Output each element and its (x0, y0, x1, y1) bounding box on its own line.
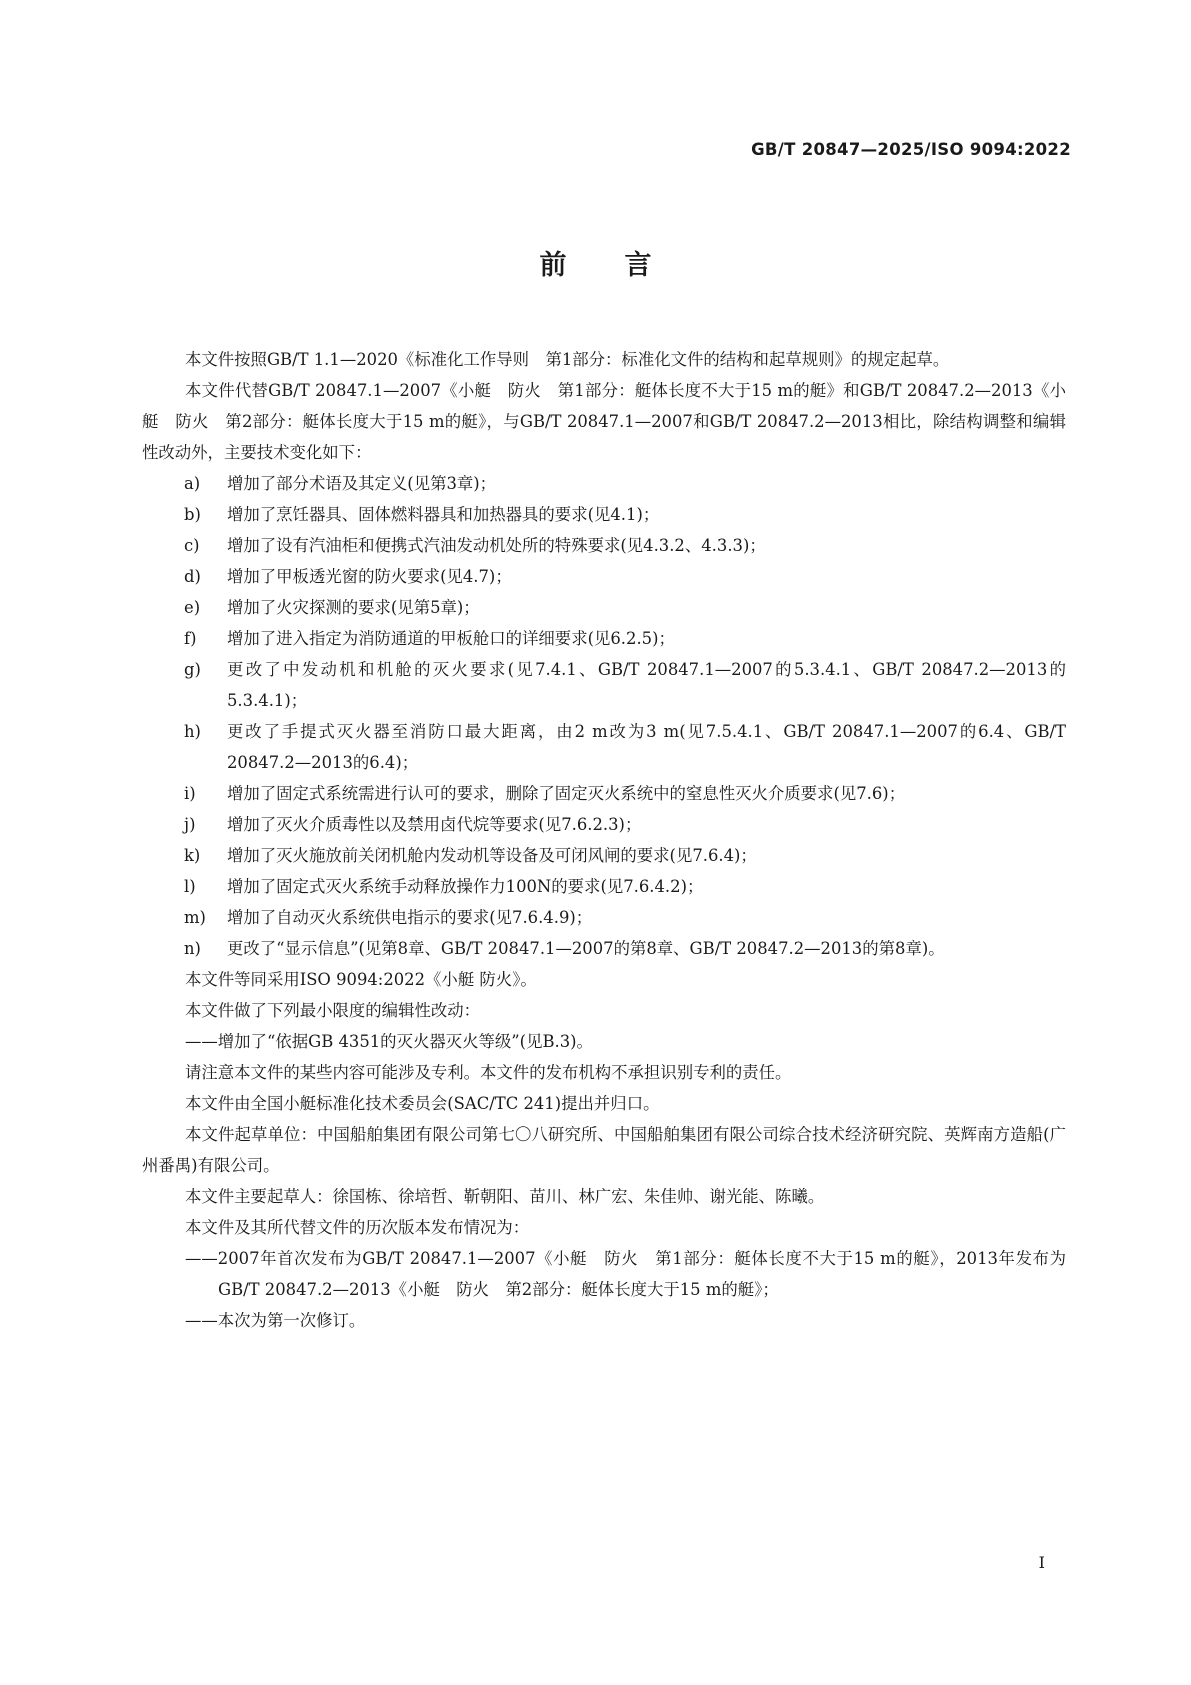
page-number: I (1038, 1553, 1045, 1572)
list-item-label: n) (184, 939, 201, 958)
page-title: 前言 (539, 250, 710, 281)
paragraph-patent-notice: 请注意本文件的某些内容可能涉及专利。本文件的发布机构不承担识别专利的责任。 (185, 1063, 792, 1082)
list-item (142, 530, 1066, 561)
dash-item-history-first: ——2007年首次发布为GB/T 20847.1—2007《小艇 防火 第1部分：艇体长度不大于15 m的艇》，2013年发布为GB/T 20847.2—2013《小艇 防火 第2部分：艇体长度大于15 m的艇》； (185, 1249, 1066, 1299)
list-item (142, 561, 1066, 592)
list-item-label: g) (184, 660, 201, 679)
list-item-label: f) (184, 629, 197, 648)
list-item-text: 更改了手提式灭火器至消防口最大距离，由2 m改为3 m(见7.5.4.1、GB/T 20847.1—2007的6.4、GB/T 20847.2—2013的6.4)； (227, 722, 1066, 772)
dash-item-history-revision: ——本次为第一次修订。 (185, 1311, 366, 1330)
list-item-text: 增加了烹饪器具、固体燃料器具和加热器具的要求(见4.1)； (227, 505, 660, 524)
list-item (142, 809, 1066, 840)
list-item-label: l) (184, 877, 196, 896)
list-item (142, 716, 1066, 778)
list-item-text: 更改了中发动机和机舱的灭火要求(见7.4.1、GB/T 20847.1—2007的5.3.4.1、GB/T 20847.2—2013的5.3.4.1)； (227, 660, 1066, 710)
paragraph-proposer: 本文件由全国小艇标准化技术委员会(SAC/TC 241)提出并归口。 (185, 1094, 660, 1113)
list-item-label: e) (184, 598, 201, 617)
list-item-label: j) (184, 815, 196, 834)
list-item-label: b) (184, 505, 201, 524)
list-item-text: 增加了设有汽油柜和便携式汽油发动机处所的特殊要求(见4.3.2、4.3.3)； (227, 536, 766, 555)
list-item (142, 871, 1066, 902)
list-item-label: a) (184, 474, 201, 493)
list-item-text: 增加了部分术语及其定义(见第3章)； (227, 474, 497, 493)
list-item-text: 增加了火灾探测的要求(见第5章)； (227, 598, 480, 617)
list-item-label: h) (184, 722, 201, 741)
paragraph-identical-adoption: 本文件等同采用ISO 9094:2022《小艇 防火》。 (185, 970, 537, 989)
paragraph-drafting-rules: 本文件按照GB/T 1.1—2020《标准化工作导则 第1部分：标准化文件的结构和起草规则》的规定起草。 (185, 350, 950, 369)
list-item-text: 增加了灭火介质毒性以及禁用卤代烷等要求(见7.6.2.3)； (227, 815, 642, 834)
list-item (142, 468, 1066, 499)
dash-item-editorial: ——增加了“依据GB 4351的灭火器灭火等级”(见B.3)。 (185, 1032, 593, 1051)
list-item-text: 增加了自动灭火系统供电指示的要求(见7.6.4.9)； (227, 908, 593, 927)
technical-changes-list (142, 468, 1066, 964)
document-number: GB/T 20847—2025/ISO 9094:2022 (751, 140, 1071, 159)
list-item (142, 623, 1066, 654)
list-item-label: i) (184, 784, 196, 803)
list-item-text: 增加了进入指定为消防通道的甲板舱口的详细要求(见6.2.5)； (227, 629, 675, 648)
list-item (142, 778, 1066, 809)
paragraph-history: 本文件及其所代替文件的历次版本发布情况为： (185, 1218, 530, 1237)
list-item (142, 902, 1066, 933)
list-item (142, 499, 1066, 530)
list-item-text: 增加了甲板透光窗的防火要求(见4.7)； (227, 567, 512, 586)
list-item (142, 840, 1066, 871)
list-item (142, 654, 1066, 716)
list-item-text: 增加了固定式灭火系统手动释放操作力100N的要求(见7.6.4.2)； (227, 877, 704, 896)
list-item (142, 592, 1066, 623)
list-item-text: 增加了固定式系统需进行认可的要求，删除了固定灭火系统中的窒息性灭火介质要求(见7.6)； (227, 784, 906, 803)
paragraph-replaces: 本文件代替GB/T 20847.1—2007《小艇 防火 第1部分：艇体长度不大于15 m的艇》和GB/T 20847.2—2013《小艇 防火 第2部分：艇体长度大于15 m的艇》，与GB/T 20847.1—2007和GB/T 20847.2—2013相比，除结构调整和编辑性改动外，主要技术变化如下： (142, 381, 1066, 462)
list-item-text: 更改了“显示信息”(见第8章、GB/T 20847.1—2007的第8章、GB/T 20847.2—2013的第8章)。 (227, 939, 945, 958)
list-item-label: m) (184, 908, 206, 927)
list-item-label: d) (184, 567, 201, 586)
paragraph-editorial-changes: 本文件做了下列最小限度的编辑性改动： (185, 1001, 481, 1020)
list-item-label: k) (184, 846, 201, 865)
paragraph-drafters: 本文件主要起草人：徐国栋、徐培哲、靳朝阳、苗川、林广宏、朱佳帅、谢光能、陈曦。 (185, 1187, 825, 1206)
list-item-label: c) (184, 536, 200, 555)
paragraph-drafting-units: 本文件起草单位：中国船舶集团有限公司第七〇八研究所、中国船舶集团有限公司综合技术经济研究院、英辉南方造船(广州番禺)有限公司。 (142, 1125, 1066, 1175)
foreword-body (142, 344, 1066, 1336)
list-item (142, 933, 1066, 964)
list-item-text: 增加了灭火施放前关闭机舱内发动机等设备及可闭风闸的要求(见7.6.4)； (227, 846, 757, 865)
